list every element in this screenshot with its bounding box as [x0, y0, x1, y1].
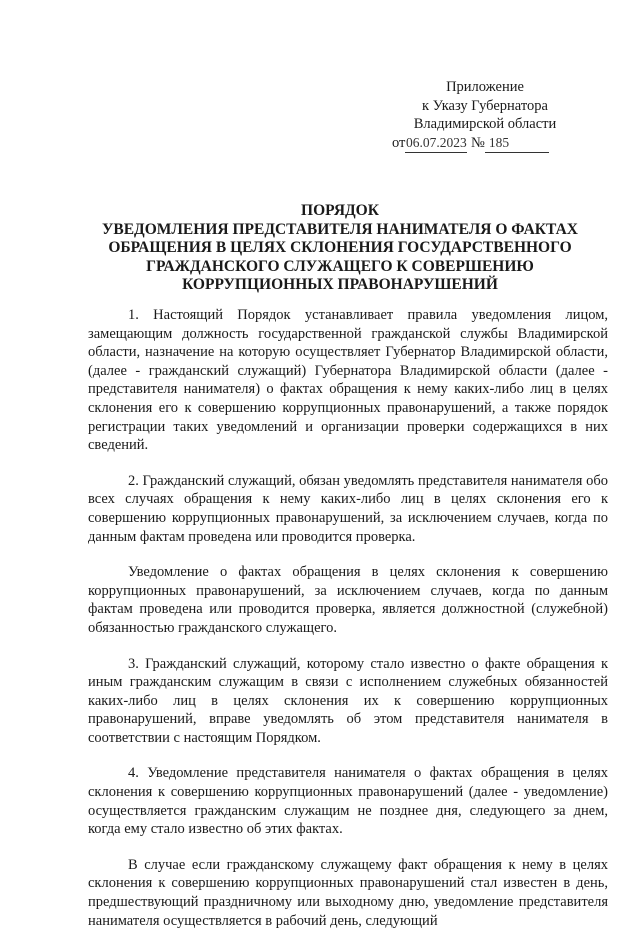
date-prefix: от [392, 134, 406, 151]
title-line-1: ПОРЯДОК [301, 202, 379, 219]
appendix-line-3: Владимирской области [413, 116, 557, 132]
document-title [80, 202, 600, 295]
paragraph-2: 2. Гражданский служащий, обязан уведомлять представителя нанимателя обо всех случаях обращения к нему каких-либо лиц в целях склонения его к совершению коррупционных правонарушений, за исключением случаев, когда по данным фактам проведена или проводится проверка. [88, 472, 608, 545]
appendix-header [380, 78, 590, 153]
appendix-line-1: Приложение [446, 79, 524, 95]
date-value: 06.07.2023 [405, 134, 467, 154]
paragraph-6: В случае если гражданскому служащему факт обращения к нему в целях склонения к совершению коррупционных правонарушений стал известен в день, предшествующий праздничному или выходному дню, уведомление представителя нанимателя осуществляется в рабочий день, следующий [88, 856, 608, 929]
number-value: 185 [485, 134, 549, 154]
appendix-line-2: к Указу Губернатора [422, 97, 548, 114]
title-line-3: ОБРАЩЕНИЯ В ЦЕЛЯХ СКЛОНЕНИЯ ГОСУДАРСТВЕННОГО [108, 239, 572, 256]
paragraph-3: Уведомление о фактах обращения в целях склонения к совершению коррупционных правонарушений, за исключением случаев, когда по данным фактам проведена или проводится проверка, является должностной (служебной) обязанностью гражданского служащего. [88, 564, 608, 636]
document-body [88, 306, 608, 947]
number-prefix: № [471, 134, 485, 151]
title-line-2: УВЕДОМЛЕНИЯ ПРЕДСТАВИТЕЛЯ НАНИМАТЕЛЯ О ФАКТАХ [101, 220, 578, 238]
paragraph-5: 4. Уведомление представителя нанимателя о фактах обращения в целях склонения к совершению коррупционных правонарушений (далее - уведомление) осуществляется гражданским служащим не позднее дня, следующего за днем, когда ему стало известно об этих фактах. [88, 765, 608, 838]
paragraph-1: 1. Настоящий Порядок устанавливает правила уведомления лицом, замещающим должность государственной гражданской службы Владимирской области, назначение на которую осуществляет Губернатор Владимирской области, (далее - гражданский служащий) Губернатора Владимирской области (далее - представителя нанимателя) о фактах обращения к нему каких-либо лиц в целях склонения его к совершению коррупционных правонарушений, а также порядок регистрации таких уведомлений и организации проверки содержащихся в них сведений. [88, 307, 608, 454]
title-line-4: ГРАЖДАНСКОГО СЛУЖАЩЕГО К СОВЕРШЕНИЮ [146, 257, 534, 275]
paragraph-4: 3. Гражданский служащий, которому стало известно о факте обращения к иным гражданским служащим в связи с исполнением служебных обязанностей каких-либо лиц в целях склонения их к совершению коррупционных правонарушений, вправе уведомлять об этом представителя нанимателя в соответствии с настоящим Порядком. [88, 655, 608, 746]
title-line-5: КОРРУПЦИОННЫХ ПРАВОНАРУШЕНИЙ [182, 276, 498, 293]
appendix-date-line [380, 134, 590, 154]
